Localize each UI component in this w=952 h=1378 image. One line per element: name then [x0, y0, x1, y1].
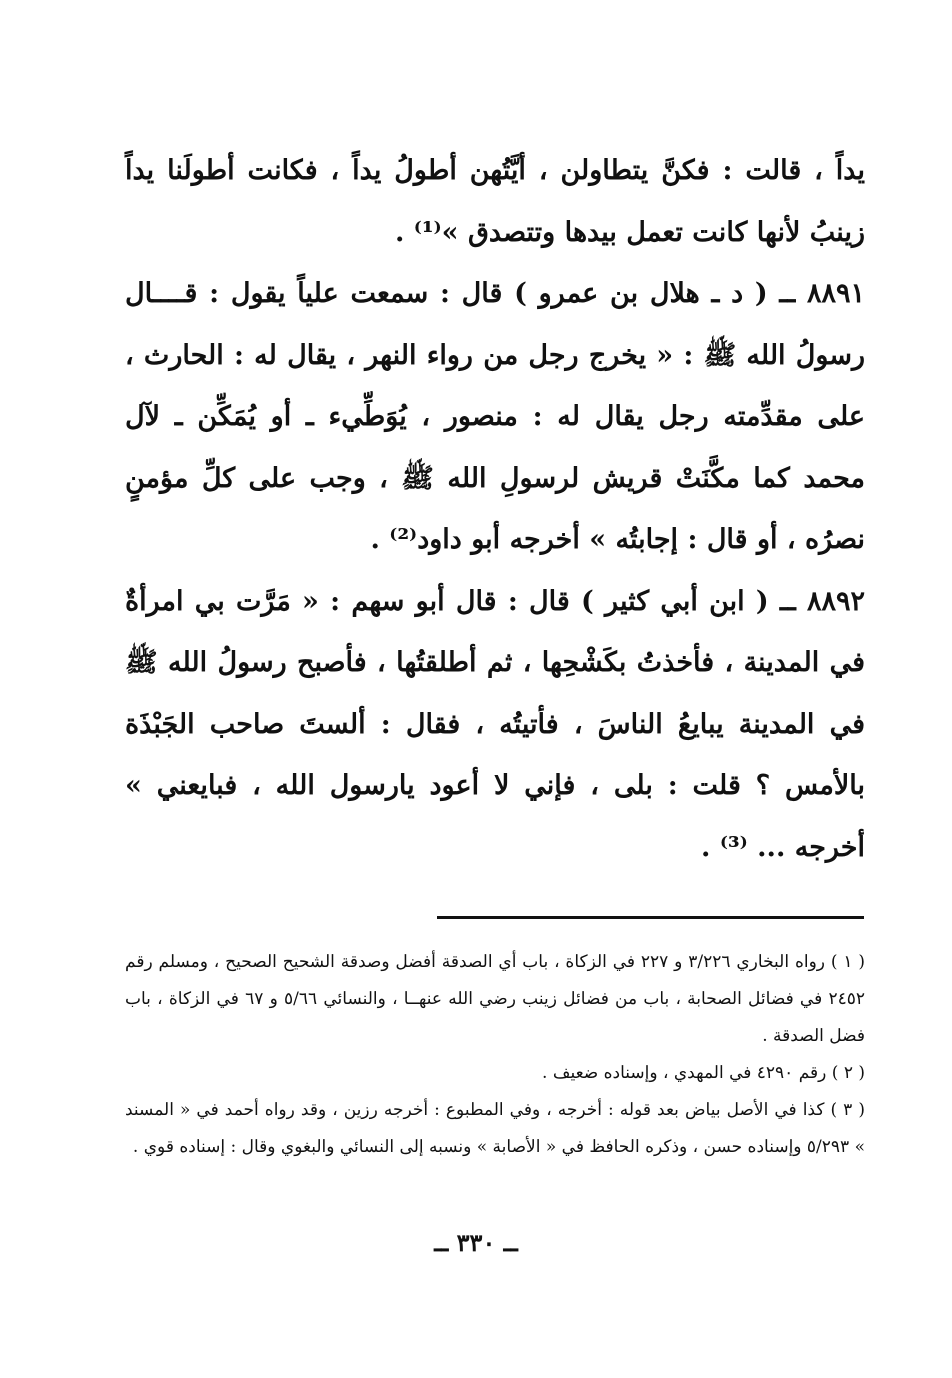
footnote-3: ( ٣ ) كذا في الأصل بياض بعد قوله : أخرجه ، وفي المطبوع : أخرجه رزين ، وقد رواه أحمد في « المسند » ٥/٢٩٣ وإسناده حسن ، وذكره الحافظ في « الأصابة » ونسبه إلى النسائي والبغوي وقال : إسناده قوي . — [125, 1100, 865, 1157]
hadith-8892: ٨٨٩٢ ــ ( ابن أبي كثير ) قال : قال أبو سهم : « مَرَّت بي امرأةٌ في المدينة ، فأخذتُ بكَشْحِها ، ثم أطلقتُها ، فأصبح رسولُ الله ﷺ في المدينة يبايعُ الناسَ ، فأتيتُه ، فقال : ألستَ صاحب الجَبْذَة بالأمس ؟ قلت : بلى ، فإني لا أعود يارسول الله ، فبايعني » أخرجه ... ⁽³⁾ . — [125, 585, 865, 863]
page-number: ــ ٣٣٠ ــ — [434, 1228, 518, 1257]
footnote-1: ( ١ ) رواه البخاري ٣/٢٢٦ و ٢٢٧ في الزكاة ، باب أي الصدقة أفضل وصدقة الشحيح الصحيح ، ومسلم رقم ٢٤٥٢ في فضائل الصحابة ، باب من فضائل زينب رضي الله عنهــا ، والنسائي ٥/٦٦ و ٦٧ في الزكاة ، باب فضل الصدقة . — [125, 952, 865, 1046]
paragraph-continuation: يداً ، قالت : فكنَّ يتطاولن ، أيَّتُهن أطولُ يداً ، فكانت أطولَنا يداً زينبُ لأنها كانت تعمل بيدها وتتصدق »⁽¹⁾ . — [125, 155, 865, 248]
main-text — [125, 140, 865, 878]
footnotes — [125, 944, 865, 1166]
hadith-8891: ٨٨٩١ ــ ( د ـ هلال بن عمرو ) قال : سمعت علياً يقول : قــــال رسولُ الله ﷺ : « يخرج رجل من رواء النهر ، يقال له : الحارث ، على مقدِّمته رجل يقال له : منصور ، يُوَطِّيء ـ أو يُمَكِّن ـ لآل محمد كما مكَّنَتْ قريش لرسولِ الله ﷺ ، وجب على كلِّ مؤمنٍ نصرُه ، أو قال : إجابتُه » أخرجه أبو داود⁽²⁾ . — [125, 278, 865, 555]
footnote-2: ( ٢ ) رقم ٤٢٩٠ في المهدي ، وإسناده ضعيف . — [542, 1063, 865, 1083]
footnote-divider — [437, 916, 864, 919]
